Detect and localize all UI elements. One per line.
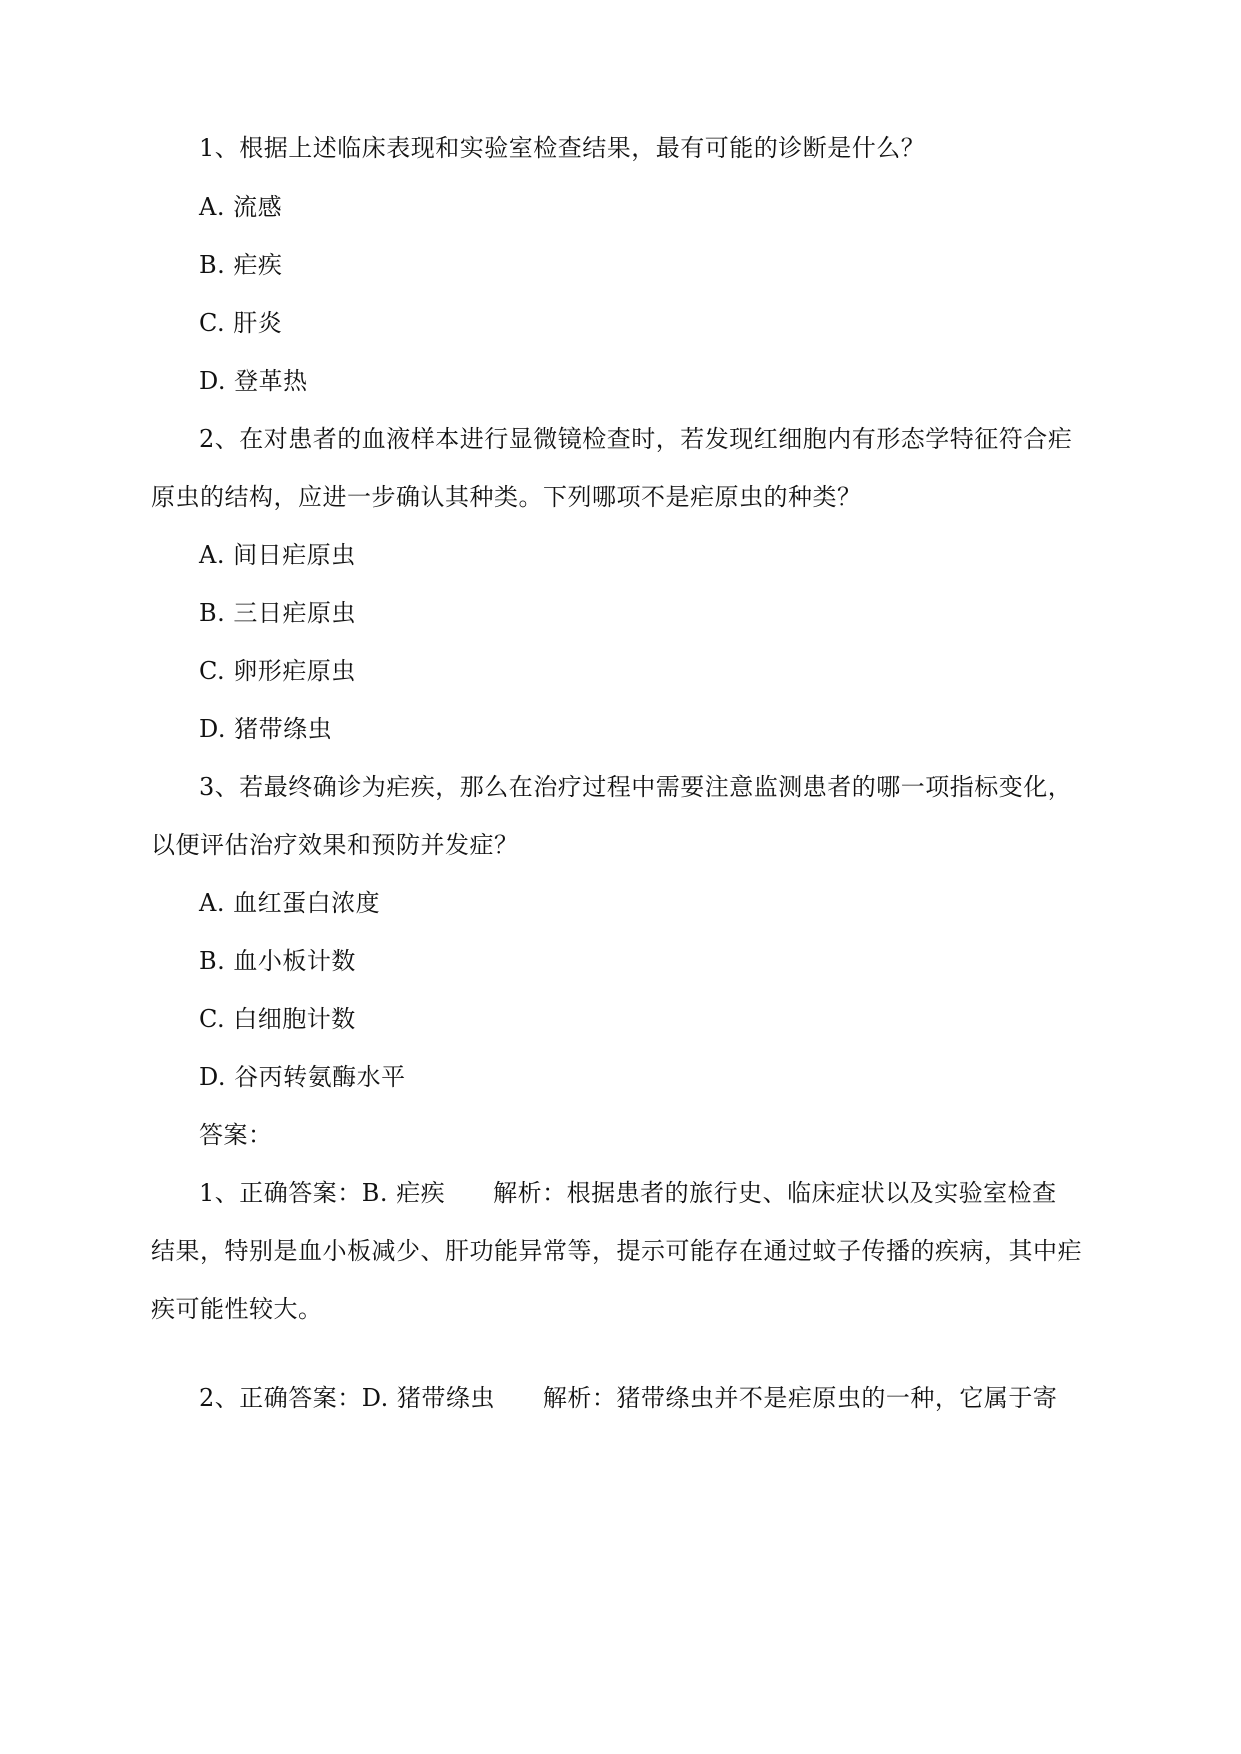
answer-1-line-1: [199, 1177, 1057, 1209]
answer-2-line-1: [199, 1382, 1057, 1414]
question-1-option-d: D. 登革热: [199, 367, 308, 395]
question-3-option-a: A. 血红蛋白浓度: [199, 889, 381, 917]
question-3-text-line-1: 3、若最终确诊为疟疾，那么在治疗过程中需要注意监测患者的哪一项指标变化，: [199, 773, 1073, 801]
answer-1-line-2: 结果，特别是血小板减少、肝功能异常等，提示可能存在通过蚊子传播的疾病，其中疟: [151, 1237, 1082, 1265]
question-2-option-a: A. 间日疟原虫: [199, 541, 356, 569]
answer-1-explanation-start: 解析：根据患者的旅行史、临床症状以及实验室检查: [493, 1179, 1057, 1207]
question-3-option-d: D. 谷丙转氨酶水平: [199, 1063, 406, 1091]
question-2-option-b: B. 三日疟原虫: [199, 599, 356, 627]
question-2-text-line-1: 2、在对患者的血液样本进行显微镜检查时，若发现红细胞内有形态学特征符合疟: [199, 425, 1073, 453]
answer-2-explanation-start: 解析：猪带绦虫并不是疟原虫的一种，它属于寄: [542, 1384, 1058, 1412]
answer-2-label: 2、正确答案：D. 猪带绦虫: [199, 1384, 495, 1412]
question-1-option-a: A. 流感: [199, 193, 283, 221]
answers-heading: 答案：: [199, 1121, 273, 1149]
answer-1-line-3: 疾可能性较大。: [151, 1295, 323, 1323]
question-3-option-c: C. 白细胞计数: [199, 1005, 356, 1033]
question-2-text-line-2: 原虫的结构，应进一步确认其种类。下列哪项不是疟原虫的种类？: [151, 483, 862, 511]
question-1-option-c: C. 肝炎: [199, 309, 283, 337]
question-1-text: 1、根据上述临床表现和实验室检查结果，最有可能的诊断是什么？: [199, 134, 926, 162]
question-2-option-d: D. 猪带绦虫: [199, 715, 333, 743]
question-3-option-b: B. 血小板计数: [199, 947, 356, 975]
question-3-text-line-2: 以便评估治疗效果和预防并发症？: [151, 831, 519, 859]
question-1-option-b: B. 疟疾: [199, 251, 283, 279]
question-2-option-c: C. 卵形疟原虫: [199, 657, 356, 685]
answer-1-label: 1、正确答案：B. 疟疾: [199, 1179, 446, 1207]
